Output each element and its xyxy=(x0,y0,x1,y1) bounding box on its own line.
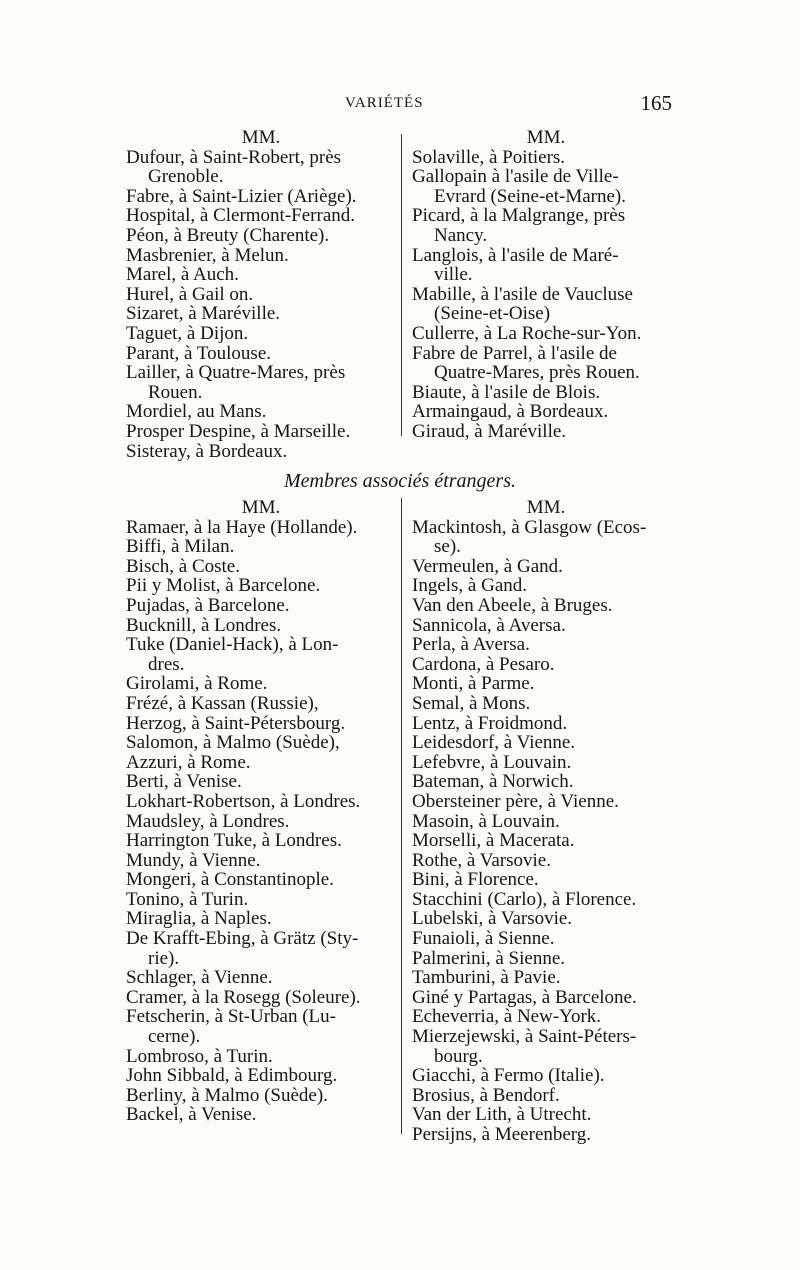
entry: Fetscherin, à St-Urban (Lu- xyxy=(126,1006,336,1028)
entry: Sannicola, à Aversa. xyxy=(412,614,566,636)
entry: Lentz, à Froidmond. xyxy=(412,712,568,734)
entry: Marel, à Auch. xyxy=(126,264,239,286)
entry: Masbrenier, à Melun. xyxy=(126,244,289,266)
entry: Lailler, à Quatre-Mares, près xyxy=(126,362,346,384)
entry-continuation: rie). xyxy=(148,947,180,969)
entry: Obersteiner père, à Vienne. xyxy=(412,790,619,812)
entry: Mordiel, au Mans. xyxy=(126,401,267,423)
entry: Gallopain à l'asile de Ville- xyxy=(412,166,619,188)
entry: Hurel, à Gail on. xyxy=(126,283,254,305)
entry: Frézé, à Kassan (Russie), xyxy=(126,692,319,714)
entry: Funaioli, à Sienne. xyxy=(412,928,555,950)
entry-continuation: Nancy. xyxy=(434,224,488,246)
entry: Monti, à Parme. xyxy=(412,673,535,695)
entry: Giraud, à Maréville. xyxy=(412,420,567,442)
entry: Backel, à Venise. xyxy=(126,1104,257,1126)
entry: Vermeulen, à Gand. xyxy=(412,555,563,577)
entry: Prosper Despine, à Marseille. xyxy=(126,420,351,442)
entry-list xyxy=(126,518,396,1125)
entry: Persijns, à Meerenberg. xyxy=(412,1124,592,1145)
entry: Masoin, à Louvain. xyxy=(412,810,560,832)
column-divider xyxy=(401,498,402,1134)
entry-continuation: se). xyxy=(434,536,461,558)
entry: Lombroso, à Turin. xyxy=(126,1045,273,1067)
entry: Giacchi, à Fermo (Italie). xyxy=(412,1065,605,1087)
section-2 xyxy=(120,497,680,1145)
entry: Lefebvre, à Louvain. xyxy=(412,751,572,773)
page-number: 165 xyxy=(640,91,672,115)
entry-continuation: Evrard (Seine-et-Marne). xyxy=(434,185,627,207)
entry: Ingels, à Gand. xyxy=(412,575,528,597)
entry: Armaingaud, à Bordeaux. xyxy=(412,401,609,423)
entry: Maudsley, à Londres. xyxy=(126,810,290,832)
entry: Péon, à Breuty (Charente). xyxy=(126,224,330,246)
entry: Bini, à Florence. xyxy=(412,869,539,891)
entry: Mabille, à l'asile de Vaucluse xyxy=(412,283,633,305)
entry: Lubelski, à Varsovie. xyxy=(412,908,573,930)
section-title: Membres associés étrangers. xyxy=(283,470,516,492)
entry: Ramaer, à la Haye (Hollande). xyxy=(126,516,358,538)
entry: Semal, à Mons. xyxy=(412,692,531,714)
entry: Fabre de Parrel, à l'asile de xyxy=(412,342,617,364)
entry: Solaville, à Poitiers. xyxy=(412,146,566,168)
entry: Mackintosh, à Glasgow (Ecos- xyxy=(412,516,647,538)
entry: Rothe, à Varsovie. xyxy=(412,849,551,871)
entry: Tamburini, à Pavie. xyxy=(412,967,561,989)
entry: Berti, à Venise. xyxy=(126,771,242,793)
section-2-right-column xyxy=(412,498,680,1145)
entry: Hospital, à Clermont-Ferrand. xyxy=(126,205,356,227)
entry: Salomon, à Malmo (Suède), xyxy=(126,732,340,754)
entry: Cramer, à la Rosegg (Soleure). xyxy=(126,986,361,1008)
entry: Bucknill, à Londres. xyxy=(126,614,282,636)
entry-continuation: cerne). xyxy=(148,1026,201,1048)
column-divider xyxy=(401,134,402,436)
entry: Giné y Partagas, à Barcelone. xyxy=(412,986,637,1008)
entry: Perla, à Aversa. xyxy=(412,634,530,656)
entry: Langlois, à l'asile de Maré- xyxy=(412,244,619,266)
entry: Picard, à la Malgrange, près xyxy=(412,205,626,227)
entry: Taguet, à Dijon. xyxy=(126,322,249,344)
entry: Parant, à Toulouse. xyxy=(126,342,272,364)
entry: Van den Abeele, à Bruges. xyxy=(412,594,613,616)
entry: Cardona, à Pesaro. xyxy=(412,653,555,675)
entry: Stacchini (Carlo), à Florence. xyxy=(412,888,637,910)
entry-continuation: bourg. xyxy=(434,1045,483,1067)
entry: Pii y Molist, à Barcelone. xyxy=(126,575,321,597)
section-1-right-column xyxy=(412,128,680,442)
entry: Biffi, à Milan. xyxy=(126,536,235,558)
entry-list xyxy=(412,518,680,1145)
entry: Dufour, à Saint-Robert, près xyxy=(126,146,342,168)
column-head: MM. xyxy=(241,497,281,518)
entry: Sisteray, à Bordeaux. xyxy=(126,440,288,462)
entry: Tuke (Daniel-Hack), à Lon- xyxy=(126,634,339,656)
entry-continuation: (Seine-et-Oise) xyxy=(434,303,551,325)
entry-continuation: Quatre-Mares, près Rouen. xyxy=(434,362,640,384)
entry-continuation: ville. xyxy=(434,264,473,286)
column-head: MM. xyxy=(526,127,566,148)
entry: Palmerini, à Sienne. xyxy=(412,947,566,969)
entry: Harrington Tuke, à Londres. xyxy=(126,830,342,852)
entry: Azzuri, à Rome. xyxy=(126,751,251,773)
entry: Van der Lith, à Utrecht. xyxy=(412,1104,592,1126)
entry: Miraglia, à Naples. xyxy=(126,908,272,930)
section-1 xyxy=(120,127,680,462)
entry-continuation: Rouen. xyxy=(148,381,203,403)
page-header xyxy=(120,91,680,121)
entry: Cullerre, à La Roche-sur-Yon. xyxy=(412,322,642,344)
entry: Mongeri, à Constantinople. xyxy=(126,869,334,891)
section-1-left-column xyxy=(126,128,396,461)
entry-continuation: dres. xyxy=(148,653,185,675)
entry: Pujadas, à Barcelone. xyxy=(126,594,290,616)
entry: Mierzejewski, à Saint-Péters- xyxy=(412,1026,637,1048)
entry: Schlager, à Vienne. xyxy=(126,967,273,989)
entry: Biaute, à l'asile de Blois. xyxy=(412,381,601,403)
entry: Mundy, à Vienne. xyxy=(126,849,261,871)
column-head: MM. xyxy=(526,497,566,518)
entry-list xyxy=(412,148,680,442)
entry: John Sibbald, à Edimbourg. xyxy=(126,1065,338,1087)
entry: Echeverria, à New-York. xyxy=(412,1006,602,1028)
entry-continuation: Grenoble. xyxy=(148,166,224,188)
entry: Brosius, à Bendorf. xyxy=(412,1084,560,1106)
column-head: MM. xyxy=(241,127,281,148)
entry: Berliny, à Malmo (Suède). xyxy=(126,1084,328,1106)
entry: Morselli, à Macerata. xyxy=(412,830,575,852)
entry: Fabre, à Saint-Lizier (Ariège). xyxy=(126,185,357,207)
entry-list xyxy=(126,148,396,462)
entry: Girolami, à Rome. xyxy=(126,673,268,695)
running-title: VARIÉTÉS xyxy=(345,95,424,111)
entry: Bateman, à Norwich. xyxy=(412,771,574,793)
entry: Bisch, à Coste. xyxy=(126,555,240,577)
entry: Sizaret, à Maréville. xyxy=(126,303,281,325)
entry: Lokhart-Robertson, à Londres. xyxy=(126,790,361,812)
entry: Herzog, à Saint-Pétersbourg. xyxy=(126,712,346,734)
entry: Tonino, à Turin. xyxy=(126,888,249,910)
entry: Leidesdorf, à Vienne. xyxy=(412,732,576,754)
section-2-left-column xyxy=(126,498,396,1125)
entry: De Krafft-Ebing, à Grätz (Sty- xyxy=(126,928,359,950)
